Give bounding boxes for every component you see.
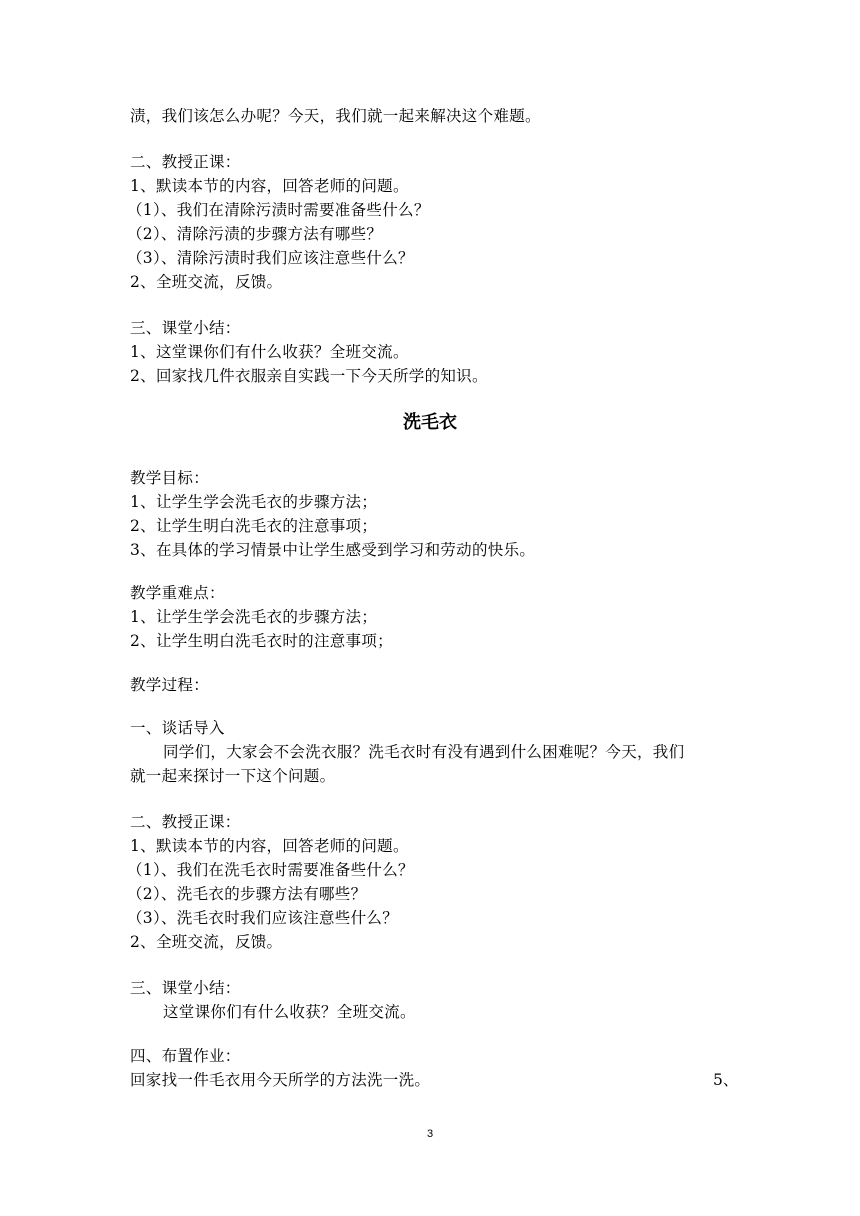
text-line: 2、让学生明白洗毛衣的注意事项； <box>130 517 378 535</box>
text-line: 回家找一件毛衣用今天所学的方法洗一洗。 <box>130 1071 431 1089</box>
text-line: （1）、我们在清除污渍时需要准备些什么？ <box>127 201 430 219</box>
text-line: 1、让学生学会洗毛衣的步骤方法； <box>130 608 378 626</box>
text-line: 2、让学生明白洗毛衣时的注意事项； <box>130 632 393 650</box>
section-heading: 二、教授正课： <box>130 813 241 831</box>
text-line: （3）、洗毛衣时我们应该注意些什么？ <box>127 909 399 927</box>
text-line: （2）、清除污渍的步骤方法有哪些？ <box>127 225 383 243</box>
text-line: （1）、我们在洗毛衣时需要准备些什么？ <box>127 861 414 879</box>
text-line: 2、全班交流，反馈。 <box>130 273 283 291</box>
page-number: 3 <box>426 1128 434 1140</box>
text-line: 1、这堂课你们有什么收获？全班交流。 <box>130 343 409 361</box>
section-heading: 三、课堂小结： <box>130 319 241 337</box>
section-heading: 教学重难点： <box>130 584 225 602</box>
section-heading: 四、布置作业： <box>130 1047 241 1065</box>
section-heading: 教学目标： <box>130 469 210 487</box>
text-line: 同学们，大家会不会洗衣服？洗毛衣时有没有遇到什么困难呢？今天，我们 <box>163 743 685 761</box>
trailing-mark: 5、 <box>713 1071 739 1089</box>
text-line: 这堂课你们有什么收获？全班交流。 <box>163 1003 416 1021</box>
text-line: （2）、洗毛衣的步骤方法有哪些？ <box>127 885 367 903</box>
text-line: （3）、清除污渍时我们应该注意些什么？ <box>127 249 414 267</box>
text-line: 2、全班交流，反馈。 <box>130 933 283 951</box>
section-heading: 一、谈话导入 <box>130 719 225 737</box>
section-heading: 二、教授正课： <box>130 153 241 171</box>
text-line: 1、默读本节的内容，回答老师的问题。 <box>130 177 409 195</box>
section-heading: 教学过程： <box>130 676 210 694</box>
text-line: 渍，我们该怎么办呢？今天，我们就一起来解决这个难题。 <box>130 107 541 125</box>
text-line: 3、在具体的学习情景中让学生感受到学习和劳动的快乐。 <box>130 541 536 559</box>
lesson-title: 洗毛衣 <box>403 412 457 433</box>
section-heading: 三、课堂小结： <box>130 979 241 997</box>
text-line: 1、默读本节的内容，回答老师的问题。 <box>130 837 409 855</box>
text-line: 就一起来探讨一下这个问题。 <box>130 767 336 785</box>
text-line: 1、让学生学会洗毛衣的步骤方法； <box>130 493 378 511</box>
text-line: 2、回家找几件衣服亲自实践一下今天所学的知识。 <box>130 367 488 385</box>
